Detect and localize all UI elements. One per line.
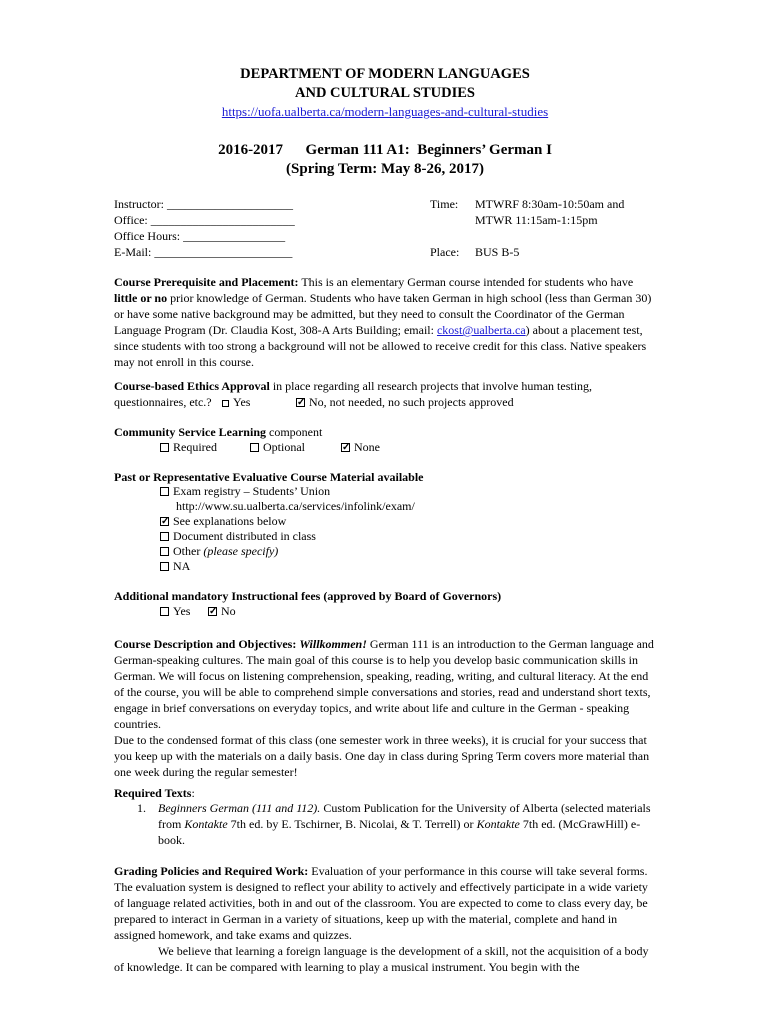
grading-text: Evaluation of your performance in this course will take several forms. The evaluation system is designed to reflect your ability to actively and effectively participate in a wide variety of language related activities, both in and out of the classroom. You are expected to come to class every day, be prepared to interact in German in a variety of situations, keep up with the material, complete and hand in assigned homework, and take exams and quizzes.	[114, 864, 648, 942]
fees-heading: Additional mandatory Instructional fees (approved by Board of Governors)	[114, 589, 502, 603]
csl-required-label: Required	[173, 440, 217, 454]
checkbox-icon[interactable]	[222, 400, 229, 407]
csl-text: component	[266, 425, 323, 439]
ethics-section	[114, 378, 659, 394]
fees-yes-option[interactable]	[160, 603, 190, 619]
csl-none-option[interactable]	[341, 439, 380, 455]
past-material-label: See explanations below	[173, 514, 287, 528]
csl-heading: Community Service Learning	[114, 425, 266, 439]
checkbox-icon[interactable]	[160, 487, 169, 496]
kontakte-title: Kontakte	[184, 817, 228, 831]
prerequisite-text-2: prior knowledge of German. Students who have taken German in high school (less than German 30) or have some native background may be admitted, but they need to consult the Coordinator of the German Language Program (Dr. Claudia Kost, 308-A Arts Building; email:	[114, 291, 652, 337]
past-material-label: Exam registry – Students’ Union	[173, 484, 331, 498]
past-material-item[interactable]	[160, 484, 415, 499]
description-heading: Course Description and Objectives:	[114, 637, 297, 651]
checkbox-icon[interactable]	[160, 562, 169, 571]
past-material-list	[160, 484, 415, 574]
exam-registry-url[interactable]: http://www.su.ualberta.ca/services/infolink/exam/	[176, 499, 415, 513]
description-text: German 111 is an introduction to the German language and German-speaking cultures. The main goal of this course is to help you develop basic communication skills in German. We will focus on listening comprehension, speaking, reading, writing, and cultural literacy. At the end of the course, you will be able to comprehend simple conversations and stories, read and understand short texts, engage in brief conversations on everyday topics, and write about life and culture in the German - speaking countries.	[114, 637, 654, 731]
prerequisite-text-3: ) about a placement test, since students with too strong a background will not be allowed to receive credit for this class. Native speakers may not enroll in this course.	[114, 323, 647, 369]
course-term: (Spring Term: May 8-26, 2017)	[286, 161, 484, 177]
grading-text-2: We believe that learning a foreign language is the development of a skill, not the acquisition of a body of knowledge. It can be compared with learning to play a musical instrument. You begin with the	[114, 944, 649, 974]
csl-none-label: None	[354, 440, 380, 454]
textbook-text: Custom Publication for the University of Alberta (selected materials from	[158, 801, 651, 831]
time-value-line1: MTWRF 8:30am-10:50am and	[475, 197, 625, 211]
checked-checkbox-icon[interactable]	[296, 398, 305, 407]
time-label: Time:	[430, 197, 459, 211]
kontakte-title-2: Kontakte	[476, 817, 520, 831]
past-material-label: Other	[173, 544, 204, 558]
instructor-field: Instructor: _____________________	[114, 197, 293, 211]
email-field: E-Mail: _______________________	[114, 245, 293, 259]
checked-checkbox-icon[interactable]	[160, 517, 169, 526]
willkommen-text: Willkommen!	[299, 637, 367, 651]
past-material-label-italic: (please specify)	[203, 544, 279, 558]
department-url-link[interactable]: https://uofa.ualberta.ca/modern-languages-and-cultural-studies	[221, 104, 549, 119]
csl-optional-label: Optional	[263, 440, 305, 454]
past-material-item[interactable]	[160, 514, 415, 529]
ethics-question: questionnaires, etc.?	[114, 395, 212, 409]
fees-no-label: No	[221, 604, 236, 618]
time-value-line2: MTWR 11:15am-1:15pm	[475, 213, 598, 227]
csl-optional-option[interactable]	[250, 439, 305, 455]
description-text-2: Due to the condensed format of this class (one semester work in three weeks), it is crucial for your success that you keep up with the materials on a daily basis. One day in class during Spring Term covers more material than one week during the regular semester!	[114, 733, 650, 779]
ethics-no-label: No, not needed, no such projects approved	[309, 395, 514, 409]
ethics-yes-label: Yes	[233, 395, 251, 409]
checkbox-icon[interactable]	[250, 443, 259, 452]
csl-required-option[interactable]	[160, 439, 217, 455]
fees-yes-label: Yes	[173, 604, 191, 618]
past-material-heading: Past or Representative Evaluative Course Material available	[114, 470, 424, 484]
textbook-text-3: 7th ed. (McGrawHill) e-book.	[158, 817, 641, 847]
grading-heading: Grading Policies and Required Work:	[114, 864, 309, 878]
required-texts-heading: Required Texts	[114, 786, 192, 800]
ethics-text: in place regarding all research projects that involve human testing,	[269, 379, 593, 393]
checkbox-icon[interactable]	[160, 547, 169, 556]
ethics-no-option[interactable]	[296, 394, 514, 410]
past-material-label: NA	[173, 559, 191, 573]
textbook-text-2: 7th ed. by E. Tschirner, B. Nicolai, & T. Terrell) or	[227, 817, 477, 831]
checkbox-icon[interactable]	[160, 607, 169, 616]
grading-section	[114, 863, 659, 975]
past-material-item[interactable]	[160, 529, 415, 544]
checked-checkbox-icon[interactable]	[208, 607, 217, 616]
prerequisite-bold: little or no	[114, 291, 168, 305]
coordinator-email-link[interactable]: ckost@ualberta.ca	[436, 323, 526, 337]
prerequisite-section	[114, 274, 659, 370]
place-value: BUS B-5	[475, 245, 520, 259]
textbook-title: Beginners German (111 and 112).	[158, 801, 321, 815]
ethics-yes-option[interactable]	[222, 394, 250, 410]
past-material-label: Document distributed in class	[173, 529, 316, 543]
checked-checkbox-icon[interactable]	[341, 443, 350, 452]
past-material-item[interactable]	[160, 559, 415, 574]
checkbox-icon[interactable]	[160, 532, 169, 541]
prerequisite-text: This is an elementary German course intended for students who have	[298, 275, 634, 289]
past-material-item[interactable]	[160, 544, 415, 559]
place-label: Place:	[430, 245, 460, 259]
required-texts-colon: :	[191, 786, 195, 800]
department-heading-line1: DEPARTMENT OF MODERN LANGUAGES	[240, 66, 530, 82]
department-heading-line2: AND CULTURAL STUDIES	[295, 85, 475, 101]
checkbox-icon[interactable]	[160, 443, 169, 452]
text-list-number: 1.	[137, 801, 146, 815]
office-field: Office: ________________________	[114, 213, 295, 227]
required-texts-heading-line	[114, 785, 195, 801]
description-section	[114, 636, 659, 780]
ethics-heading: Course-based Ethics Approval	[114, 379, 270, 393]
fees-no-option[interactable]	[208, 603, 236, 619]
csl-heading-line	[114, 424, 322, 440]
prerequisite-heading: Course Prerequisite and Placement:	[114, 275, 299, 289]
required-text-item	[158, 800, 658, 848]
office-hours-field: Office Hours: _________________	[114, 229, 286, 243]
course-title: 2016-2017 German 111 A1: Beginners’ German I	[218, 142, 552, 158]
